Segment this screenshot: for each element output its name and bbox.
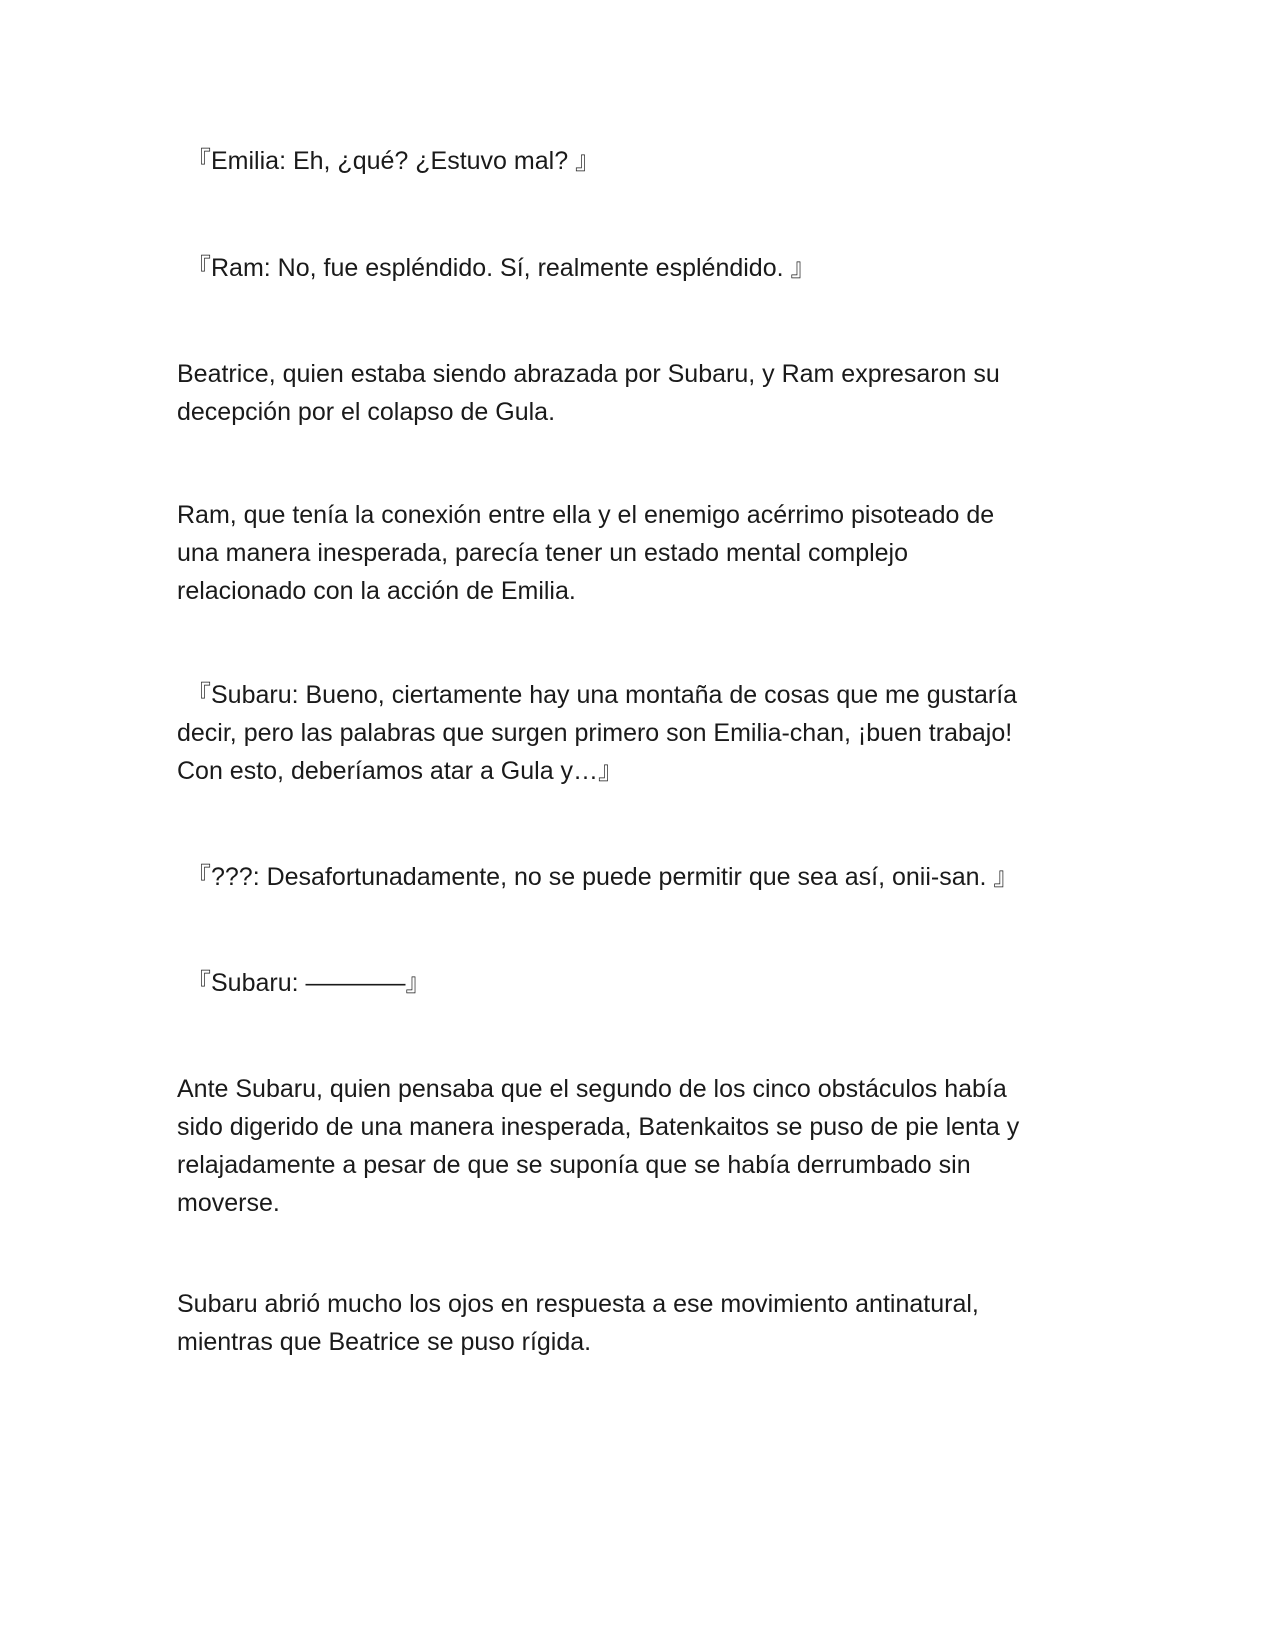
text-line: mientras que Beatrice se puso rígida. <box>177 1328 592 1356</box>
text-line: relacionado con la acción de Emilia. <box>177 577 576 605</box>
narration-paragraph <box>177 496 1077 610</box>
dialogue-subaru-continued <box>177 714 1077 790</box>
dialogue-subaru-silence <box>186 964 1086 1002</box>
narration-paragraph <box>177 1285 1077 1361</box>
text-line: 『Subaru: ————』 <box>186 969 431 997</box>
dialogue-emilia <box>186 142 1086 180</box>
dialogue-unknown <box>186 858 1086 896</box>
text-line: Ram, que tenía la conexión entre ella y el enemigo acérrimo pisoteado de <box>177 501 995 529</box>
narration-paragraph <box>177 1070 1077 1222</box>
text-line: Subaru abrió mucho los ojos en respuesta a ese movimiento antinatural, <box>177 1290 979 1318</box>
dialogue-ram <box>186 249 1086 287</box>
text-line: decepción por el colapso de Gula. <box>177 398 556 426</box>
text-line: decir, pero las palabras que surgen primero son Emilia-chan, ¡buen trabajo! <box>177 719 1013 747</box>
text-line: Con esto, deberíamos atar a Gula y…』 <box>177 757 624 785</box>
text-line: 『Subaru: Bueno, ciertamente hay una montaña de cosas que me gustaría <box>186 681 1018 709</box>
narration-paragraph <box>177 355 1077 431</box>
text-line: una manera inesperada, parecía tener un estado mental complejo <box>177 539 909 567</box>
text-line: relajadamente a pesar de que se suponía que se había derrumbado sin <box>177 1151 971 1179</box>
text-line: 『Emilia: Eh, ¿qué? ¿Estuvo mal? 』 <box>186 147 601 175</box>
text-line: 『Ram: No, fue espléndido. Sí, realmente espléndido. 』 <box>186 254 816 282</box>
text-line: sido digerido de una manera inesperada, Batenkaitos se puso de pie lenta y <box>177 1113 1020 1141</box>
text-line: Beatrice, quien estaba siendo abrazada por Subaru, y Ram expresaron su <box>177 360 1000 388</box>
dialogue-subaru <box>186 676 1086 714</box>
text-line: moverse. <box>177 1189 280 1217</box>
text-line: Ante Subaru, quien pensaba que el segundo de los cinco obstáculos había <box>177 1075 1007 1103</box>
text-line: 『???: Desafortunadamente, no se puede permitir que sea así, onii-san. 』 <box>186 863 1019 891</box>
